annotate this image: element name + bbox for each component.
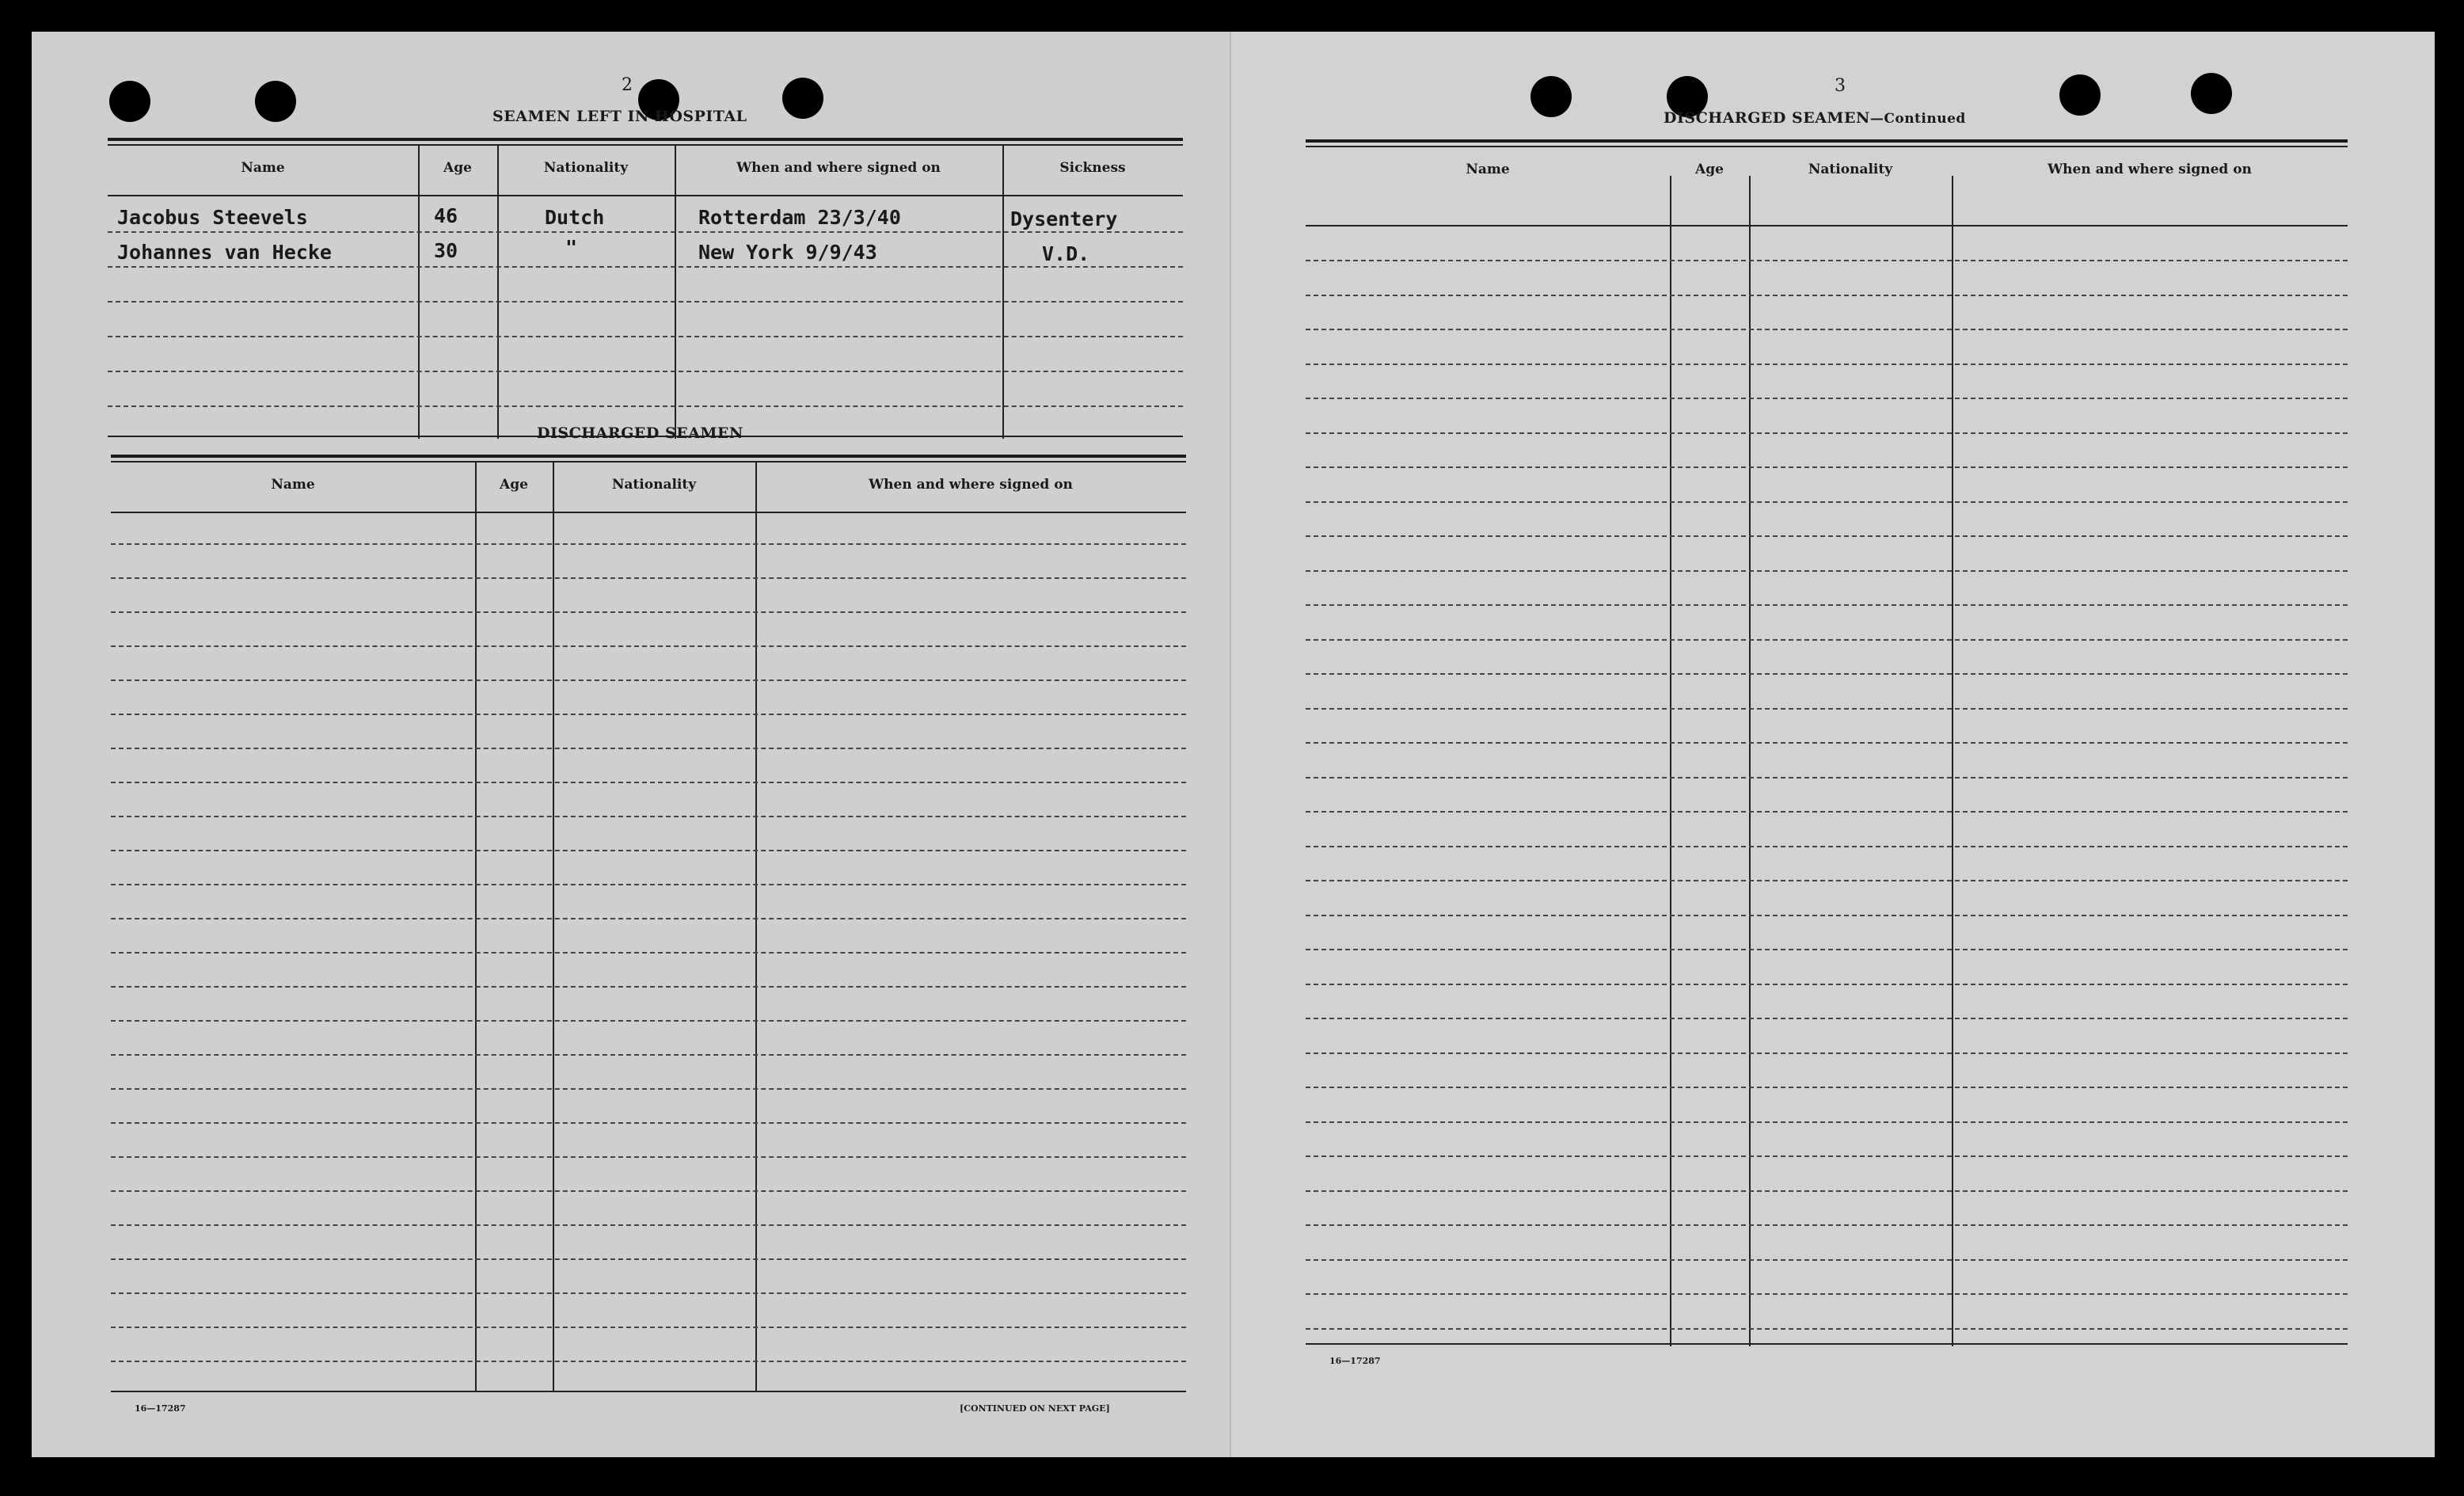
- hospital-row-1-sickness: Dysentery: [1010, 207, 1118, 230]
- hosp-col-sickness: Sickness: [1059, 160, 1126, 176]
- hospital-row-2-name: Johannes van Hecke: [117, 241, 332, 264]
- ruled-line: [1306, 1259, 2348, 1261]
- ruled-line: [111, 884, 1186, 885]
- hospital-row-1-signed-on: Rotterdam 23/3/40: [698, 206, 901, 229]
- title-suffix: —Continued: [1869, 111, 1966, 127]
- ruled-line: [111, 782, 1186, 783]
- ruled-line: [1306, 295, 2348, 296]
- ruled-line: [1306, 604, 2348, 606]
- right-page: [1231, 32, 2435, 1457]
- ruled-line: [111, 1156, 1186, 1158]
- ruled-line: [111, 714, 1186, 715]
- form-number: 16—17287: [1329, 1356, 1381, 1366]
- ruled-line: [1306, 880, 2348, 881]
- ruled-line: [1306, 364, 2348, 365]
- ruled-line: [1306, 1155, 2348, 1157]
- discharged-col-signed-on: When and where signed on: [869, 477, 1073, 493]
- ruled-line: [111, 1258, 1186, 1260]
- hospital-row-2-signed-on: New York 9/9/43: [698, 241, 877, 264]
- punch-hole-7: [2059, 74, 2101, 116]
- hosp-col-signed-on: When and where signed on: [736, 160, 941, 176]
- ruled-line: [1306, 329, 2348, 330]
- ruled-line: [1306, 466, 2348, 468]
- discharged-col-name: Name: [271, 477, 315, 493]
- ruled-line: [1306, 708, 2348, 710]
- discharged-continued-title: [1664, 109, 1966, 127]
- ruled-line: [1306, 535, 2348, 537]
- continued-col-name: Name: [1466, 162, 1510, 177]
- form-number: 16—17287: [135, 1403, 186, 1414]
- continued-col-age: Age: [1695, 162, 1724, 177]
- ruled-line: [111, 1054, 1186, 1056]
- ruled-line: [1306, 570, 2348, 572]
- hospital-row-2-age: 30: [434, 239, 458, 262]
- punch-hole-8: [2191, 73, 2232, 114]
- page-number: 3: [1835, 76, 1846, 96]
- ruled-line: [111, 543, 1186, 545]
- ruled-line: [111, 1361, 1186, 1362]
- hospital-row-2-sickness: V.D.: [1042, 242, 1090, 265]
- ruled-line: [1306, 639, 2348, 641]
- ruled-line: [111, 952, 1186, 954]
- punch-hole-5: [1530, 76, 1572, 117]
- continued-note: [CONTINUED ON NEXT PAGE]: [960, 1403, 1110, 1414]
- ruled-line: [1306, 432, 2348, 434]
- ruled-line: [1306, 260, 2348, 261]
- ruled-line: [1306, 1293, 2348, 1295]
- ruled-line: [1306, 949, 2348, 950]
- discharged-continued-table: [1306, 139, 2348, 1351]
- punch-hole-2: [255, 81, 296, 122]
- ruled-line: [111, 986, 1186, 988]
- ruled-line: [1306, 1121, 2348, 1123]
- ruled-line: [111, 850, 1186, 851]
- hospital-row-1-age: 46: [434, 204, 458, 227]
- discharged-section-title: DISCHARGED SEAMEN: [537, 424, 743, 442]
- ruled-line: [111, 1327, 1186, 1328]
- ruled-line: [1306, 777, 2348, 778]
- discharged-col-nationality: Nationality: [611, 477, 697, 493]
- ruled-line: [1306, 846, 2348, 847]
- ruled-line: [1306, 1224, 2348, 1226]
- ruled-line: [1306, 1018, 2348, 1019]
- page-number: 2: [622, 75, 633, 95]
- discharged-table: [111, 455, 1186, 1397]
- hospital-row-1-name: Jacobus Steevels: [117, 206, 308, 229]
- ruled-line: [1306, 1190, 2348, 1192]
- hospital-table: [108, 138, 1183, 439]
- ruled-line: [111, 611, 1186, 613]
- ruled-line: [1306, 811, 2348, 813]
- discharged-col-age: Age: [500, 477, 528, 493]
- left-page: [32, 32, 1235, 1457]
- ruled-line: [111, 679, 1186, 681]
- ruled-line: [1306, 1087, 2348, 1088]
- ruled-line: [1306, 984, 2348, 985]
- ruled-line: [111, 918, 1186, 919]
- ruled-line: [111, 1122, 1186, 1124]
- punch-hole-1: [109, 81, 150, 122]
- ruled-line: [1306, 742, 2348, 744]
- continued-col-signed-on: When and where signed on: [2048, 162, 2252, 177]
- ruled-line: [111, 1224, 1186, 1226]
- ruled-line: [1306, 501, 2348, 503]
- ruled-line: [111, 577, 1186, 579]
- title-main: DISCHARGED SEAMEN: [1664, 109, 1870, 127]
- ruled-line: [111, 1020, 1186, 1022]
- ruled-line: [111, 816, 1186, 817]
- hospital-row-2-nationality: ": [565, 236, 578, 259]
- hospital-section-title: SEAMEN LEFT IN HOSPITAL: [492, 108, 747, 125]
- ruled-line: [1306, 398, 2348, 399]
- punch-hole-4: [782, 78, 823, 119]
- ruled-line: [111, 748, 1186, 749]
- hosp-col-age: Age: [443, 160, 472, 176]
- ruled-line: [1306, 1328, 2348, 1330]
- ruled-line: [111, 1292, 1186, 1294]
- hosp-col-name: Name: [241, 160, 285, 176]
- ruled-line: [111, 1088, 1186, 1090]
- hosp-col-nationality: Nationality: [543, 160, 629, 176]
- ruled-line: [111, 645, 1186, 647]
- hospital-row-1-nationality: Dutch: [545, 206, 605, 229]
- ruled-line: [1306, 1053, 2348, 1054]
- ruled-line: [111, 1190, 1186, 1192]
- ruled-line: [1306, 673, 2348, 675]
- ruled-line: [1306, 915, 2348, 916]
- continued-col-nationality: Nationality: [1808, 162, 1893, 177]
